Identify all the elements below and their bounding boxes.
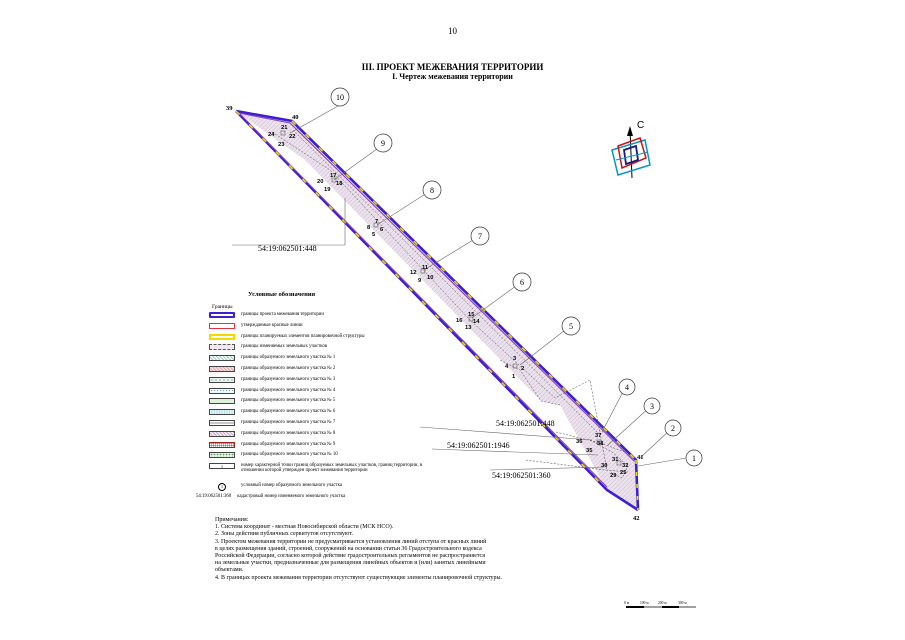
legend-subtitle: Границы — [212, 304, 233, 310]
point-number: 11 — [422, 265, 429, 271]
point-number: 37 — [595, 433, 602, 439]
cadastral-number: 54:19:062501:448 — [258, 244, 317, 253]
legend-swatch — [209, 452, 235, 458]
note-line: на земельные участки, предназначенные для размещения линейных объектов и (или) занятых линейными — [215, 560, 486, 567]
legend-item — [209, 388, 441, 399]
point-number: 36 — [576, 439, 583, 445]
legend-swatch — [209, 388, 235, 394]
legend-swatch — [209, 355, 235, 361]
scale-label: 100 м — [640, 601, 649, 605]
note-line: 3. Проектом межевания территории не предусматривается установления линий отступа от красных линий — [215, 538, 487, 545]
cadastral-number: 54:19:062501:1946 — [447, 441, 510, 450]
note-line: в целях размещения зданий, строений, сооружений на основании статьи 36 Градостроительного кодекса — [215, 545, 482, 552]
legend-swatch — [209, 463, 235, 469]
legend-swatch — [209, 420, 235, 426]
legend-item — [209, 442, 441, 453]
point-number: 30 — [601, 463, 608, 469]
circle-label: 3 — [650, 402, 654, 411]
circle-label: 1 — [692, 454, 696, 463]
point-symbol: 1 — [221, 463, 223, 469]
cadastral-number: 54:19:062501:360 — [492, 471, 551, 480]
scale-label: 0 м — [624, 601, 629, 605]
scale-bar — [620, 598, 700, 612]
legend-label: границы образуемого земельного участка № 5 — [241, 398, 336, 404]
point-number: 31 — [612, 457, 619, 463]
legend-label: границы образуемого земельного участка № 6 — [241, 409, 336, 415]
note-line: объектами. — [215, 567, 244, 574]
legend-label: границы образуемого земельного участка № 1 — [241, 355, 336, 361]
circle-symbol: 1 — [218, 483, 226, 491]
legend-label: номер характерной точки границ образуемых земельных участков, границ территории, в отношении которой утвержден проект межевания территории — [241, 463, 423, 474]
legend-swatch — [209, 398, 235, 404]
corner-point-label: 40 — [292, 114, 299, 121]
legend-label: утверждаемые красные линии — [241, 322, 303, 328]
legend-item — [209, 355, 441, 366]
legend-label: границы образуемого земельного участка № 10 — [241, 452, 338, 458]
point-number: 4 — [505, 364, 509, 370]
legend-label: границы образуемого земельного участка № 8 — [241, 430, 336, 436]
legend-item — [209, 344, 441, 355]
note-line: 4. В границах проекта межевания территории отсутствуют существующие элементы планировочной структуры. — [215, 574, 503, 581]
legend-item — [209, 334, 441, 345]
legend-item — [196, 493, 441, 505]
point-number: 5 — [372, 232, 376, 238]
legend-swatch — [209, 344, 235, 350]
legend-item — [209, 409, 441, 420]
point-number: 32 — [622, 463, 629, 469]
legend — [196, 312, 441, 505]
point-number: 38 — [597, 441, 604, 447]
notes — [215, 517, 625, 582]
circle-label: 4 — [625, 383, 629, 392]
point-number: 9 — [418, 278, 422, 284]
legend-label: кадастровый номер изменяемого земельного участка — [237, 493, 346, 499]
legend-swatch — [209, 409, 235, 415]
point-number: 12 — [410, 270, 417, 276]
legend-label: границы проекта межевания территории — [241, 312, 324, 317]
legend-label: границы образуемого земельного участка № 2 — [241, 365, 336, 371]
north-arrow-icon — [612, 126, 650, 178]
point-number: 16 — [456, 318, 463, 324]
corner-point-label: 42 — [633, 515, 640, 522]
legend-item — [209, 312, 441, 323]
point-number: 7 — [375, 219, 379, 225]
legend-item — [209, 323, 441, 334]
legend-item — [209, 366, 441, 377]
point-number: 29 — [610, 473, 617, 479]
point-number: 23 — [278, 142, 285, 148]
drawing-subtitle: I. Чертеж межевания территории — [392, 72, 513, 81]
point-number: 18 — [336, 181, 343, 187]
legend-swatch — [209, 442, 235, 448]
note-line: 2. Зоны действия публичных сервитутов отсутствуют. — [215, 531, 354, 538]
point-number: 2 — [521, 366, 525, 372]
corner-point-label: 39 — [226, 105, 233, 112]
legend-label: границы планируемых элементов планировочной структуры — [241, 333, 365, 339]
circle-label: 6 — [520, 278, 524, 287]
legend-swatch — [209, 334, 235, 340]
point-number: 35 — [586, 448, 593, 454]
point-number: 24 — [268, 132, 275, 138]
point-number: 15 — [468, 312, 475, 318]
circle-label: 2 — [671, 424, 675, 433]
point-number: 1 — [512, 374, 516, 380]
legend-swatch — [209, 312, 235, 318]
point-number: 13 — [465, 325, 472, 331]
point-number: 3 — [513, 356, 517, 362]
legend-label: условный номер образуемого земельного участка — [241, 483, 343, 489]
point-number: 10 — [427, 275, 434, 281]
circle-label: 7 — [478, 232, 482, 241]
legend-swatch — [209, 323, 235, 329]
legend-item — [209, 431, 441, 442]
legend-swatch — [209, 377, 235, 383]
note-line: 1. Система координат - местная Новосибирской области (МСК НСО). — [215, 524, 394, 531]
circle-label: 10 — [336, 93, 344, 102]
circle-label: 9 — [381, 139, 385, 148]
legend-item — [209, 483, 441, 494]
legend-item — [209, 452, 441, 463]
legend-label: границы образуемого земельного участка № 9 — [241, 441, 336, 447]
scale-label: 200 м — [658, 601, 667, 605]
legend-label: границы образуемого земельного участка № 3 — [241, 376, 336, 382]
legend-label: границы образуемого земельного участка № 4 — [241, 387, 336, 393]
compass-letter: С — [637, 120, 645, 131]
legend-swatch — [209, 431, 235, 437]
note-line: Российской Федерации, согласно которой действие градостроительных регламентов не распространяется — [215, 553, 485, 560]
page-number: 10 — [448, 26, 457, 36]
legend-item — [209, 420, 441, 431]
point-number: 25 — [620, 470, 627, 476]
cadastral-example: 54:19:062501:360 — [196, 493, 232, 499]
legend-item — [209, 398, 441, 409]
point-number: 17 — [330, 173, 337, 179]
circle-label: 5 — [569, 322, 573, 331]
point-number: 19 — [324, 187, 331, 193]
scale-label: 300 м — [678, 601, 687, 605]
point-number: 8 — [367, 225, 371, 231]
notes-heading: Примечания: — [215, 517, 249, 523]
legend-title: Условные обозначения — [248, 291, 316, 298]
legend-swatch — [209, 483, 235, 491]
cadastral-number: 54:19:062501:448 — [496, 419, 555, 428]
point-number: 14 — [473, 319, 480, 325]
legend-item — [209, 377, 441, 388]
circle-label: 8 — [430, 186, 434, 195]
legend-label: границы изменяемых земельных участков — [241, 344, 328, 350]
legend-swatch — [209, 366, 235, 372]
point-number: 6 — [380, 227, 384, 233]
legend-item — [209, 463, 441, 483]
corner-point-label: 41 — [637, 454, 644, 461]
legend-label: границы образуемого земельного участка № 7 — [241, 419, 336, 425]
point-number: 22 — [289, 134, 296, 140]
drawing-title: III. ПРОЕКТ МЕЖЕВАНИЯ ТЕРРИТОРИИ — [361, 62, 544, 72]
point-number: 21 — [281, 125, 288, 131]
point-number: 20 — [317, 179, 324, 185]
